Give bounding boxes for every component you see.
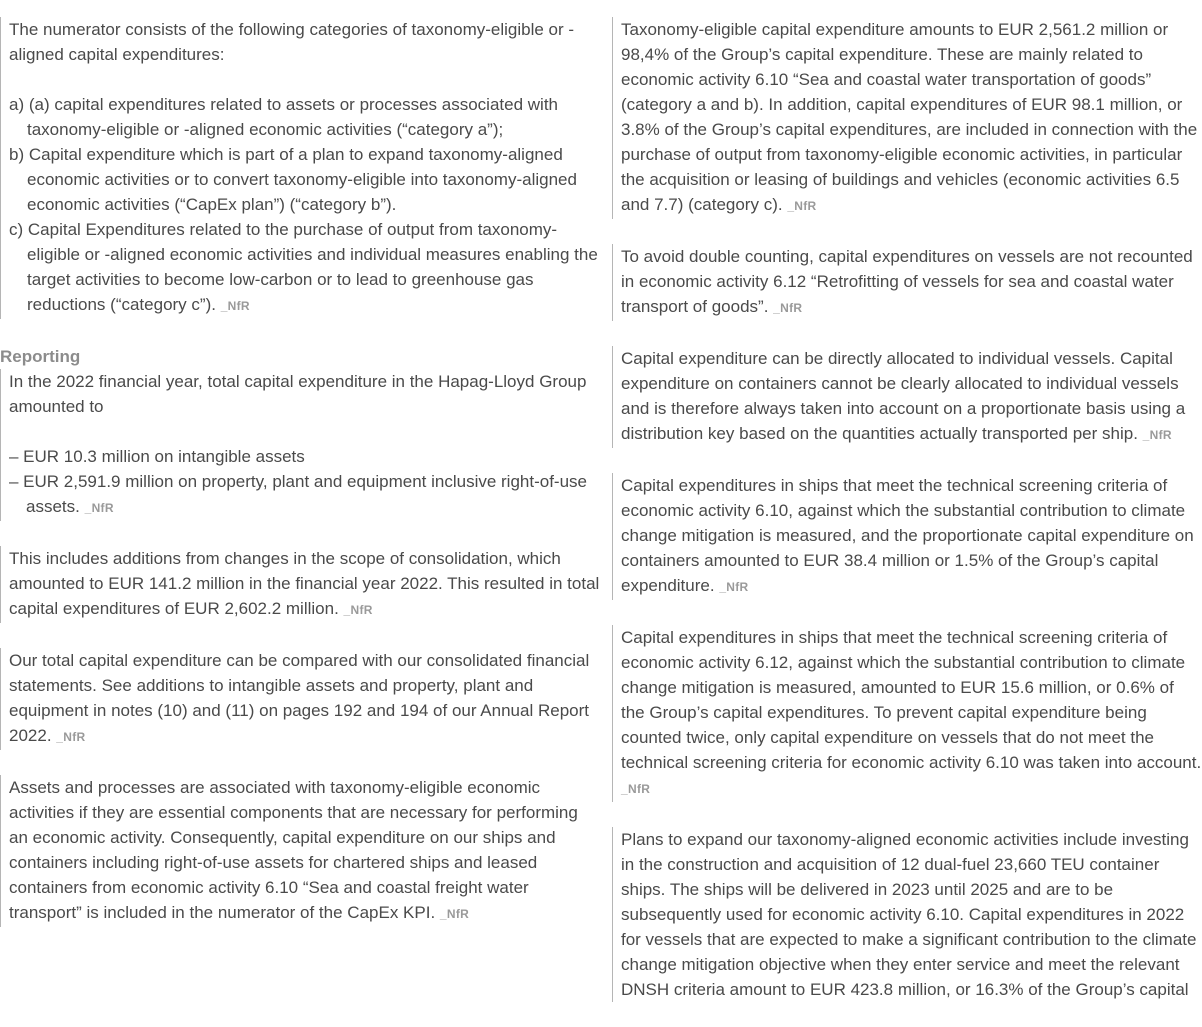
- category-list: [9, 92, 600, 319]
- nfr-tag: _NfR: [787, 199, 817, 213]
- nfr-tag: _NfR: [439, 907, 470, 921]
- consolidation-text: This includes additions from changes in the scope of consolidation, which amounted to EUR 141.2 million in the financial year 2022. This resulted in total capital expenditures of EUR 2,602.2 million.: [9, 549, 600, 618]
- reporting-item-ppe-text: – EUR 2,591.9 million on property, plant and equipment inclusive right-of-use assets.: [9, 472, 587, 516]
- assets-paragraph: [0, 775, 600, 927]
- assets-text: Assets and processes are associated with taxonomy-eligible economic activities if they are essential components that are necessary for performing an economic activity. Consequently, capital expenditure on our ships and containers including right-of-use assets for chartered ships and leased containers from economic activity 6.10 “Sea and coastal freight water transport” is included in the numerator of the CapEx KPI.: [9, 778, 578, 922]
- activity-612-text: Capital expenditures in ships that meet the technical screening criteria of economic activity 6.12, against which the substantial contribution to climate change mitigation is measured, amounted to EUR 15.6 million, or 0.6% of the Group’s capital expenditures. To prevent capital expenditure being counted twice, only capital expenditure on vessels that do not meet the technical screening criteria for economic activity 6.10 was taken into account.: [621, 628, 1202, 772]
- nfr-tag: _NfR: [343, 603, 373, 617]
- numerator-intro: The numerator consists of the following categories of taxonomy-eligible or -aligned capital expenditures:: [9, 20, 575, 64]
- reporting-list: [9, 444, 600, 521]
- reporting-item-ppe: [9, 469, 600, 521]
- eligible-capex-text: Taxonomy-eligible capital expenditure amounts to EUR 2,561.2 million or 98,4% of the Group’s capital expenditure. These are mainly related to economic activity 6.10 “Sea and coastal water transportation of goods” (category a and b). In addition, capital expenditures of EUR 98.1 million, or 3.8% of the Group’s capital expenditures, are included in connection with the purchase of output from taxonomy-eligible economic activities, in particular the acquisition or leasing of buildings and vehicles (economic activities 6.5 and 7.7) (category c).: [621, 20, 1198, 214]
- reporting-intro: In the 2022 financial year, total capital expenditure in the Hapag-Lloyd Group amounted to: [9, 372, 587, 416]
- comparison-paragraph: [0, 648, 600, 750]
- numerator-categories-block: [0, 17, 600, 319]
- nfr-tag: _NfR: [621, 782, 651, 796]
- category-a-item: a) (a) capital expenditures related to assets or processes associated with taxonomy-eligible or -aligned economic activities (“category a”);: [9, 95, 558, 139]
- activity-610-paragraph: [612, 473, 1202, 600]
- allocation-paragraph: [612, 346, 1202, 448]
- expansion-plan-paragraph: [612, 827, 1202, 1002]
- nfr-tag: _NfR: [719, 580, 749, 594]
- nfr-tag: _NfR: [1142, 428, 1172, 442]
- left-column: [0, 17, 600, 952]
- comparison-text: Our total capital expenditure can be compared with our consolidated financial statements. See additions to intangible assets and property, plant and equipment in notes (10) and (11) on pages 192 and 194 of our Annual Report 2022.: [9, 651, 590, 745]
- category-c-item: [9, 217, 600, 319]
- right-column: [612, 17, 1202, 1027]
- reporting-block: [0, 369, 600, 521]
- nfr-tag: _NfR: [773, 301, 803, 315]
- nfr-tag: _NfR: [84, 501, 114, 515]
- double-counting-text: To avoid double counting, capital expenditures on vessels are not recounted in economic activity 6.12 “Retrofitting of vessels for sea and coastal water transport of goods”.: [621, 247, 1193, 316]
- expansion-plan-text: Plans to expand our taxonomy-aligned economic activities include investing in the construction and acquisition of 12 dual-fuel 23,660 TEU container ships. The ships will be delivered in 2023 until 2025 and are to be subsequently used for economic activity 6.10. Capital expenditures in 2022 for vessels that are expected to make a significant contribution to the climate change mitigation objective when they enter service and meet the relevant DNSH criteria amount to EUR 423.8 million, or 16.3% of the Group’s capital: [621, 830, 1197, 999]
- consolidation-paragraph: [0, 546, 600, 623]
- reporting-item-intangible: – EUR 10.3 million on intangible assets: [9, 447, 305, 466]
- category-c-text: c) Capital Expenditures related to the purchase of output from taxonomy-eligible or -aligned economic activities and individual measures enabling the target activities to become low-carbon or to lead to greenhouse gas reductions (“category c”).: [9, 220, 598, 314]
- allocation-text: Capital expenditure can be directly allocated to individual vessels. Capital expenditure on containers cannot be clearly allocated to individual vessels and is therefore always taken into account on a proportionate basis using a distribution key based on the quantities actually transported per ship.: [621, 349, 1186, 443]
- eligible-capex-paragraph: [612, 17, 1202, 219]
- nfr-tag: _NfR: [56, 730, 86, 744]
- double-counting-paragraph: [612, 244, 1202, 321]
- category-b-item: b) Capital expenditure which is part of a plan to expand taxonomy-aligned economic activities or to convert taxonomy-eligible into taxonomy-aligned economic activities (“CapEx plan”) (“category b”).: [9, 145, 577, 214]
- reporting-heading: Reporting: [0, 347, 81, 366]
- activity-612-paragraph: [612, 625, 1202, 802]
- activity-610-text: Capital expenditures in ships that meet the technical screening criteria of economic activity 6.10, against which the substantial contribution to climate change mitigation is measured, and the proportionate capital expenditure on containers amounted to EUR 38.4 million or 1.5% of the Group’s capital expenditure.: [621, 476, 1194, 595]
- nfr-tag: _NfR: [220, 299, 250, 313]
